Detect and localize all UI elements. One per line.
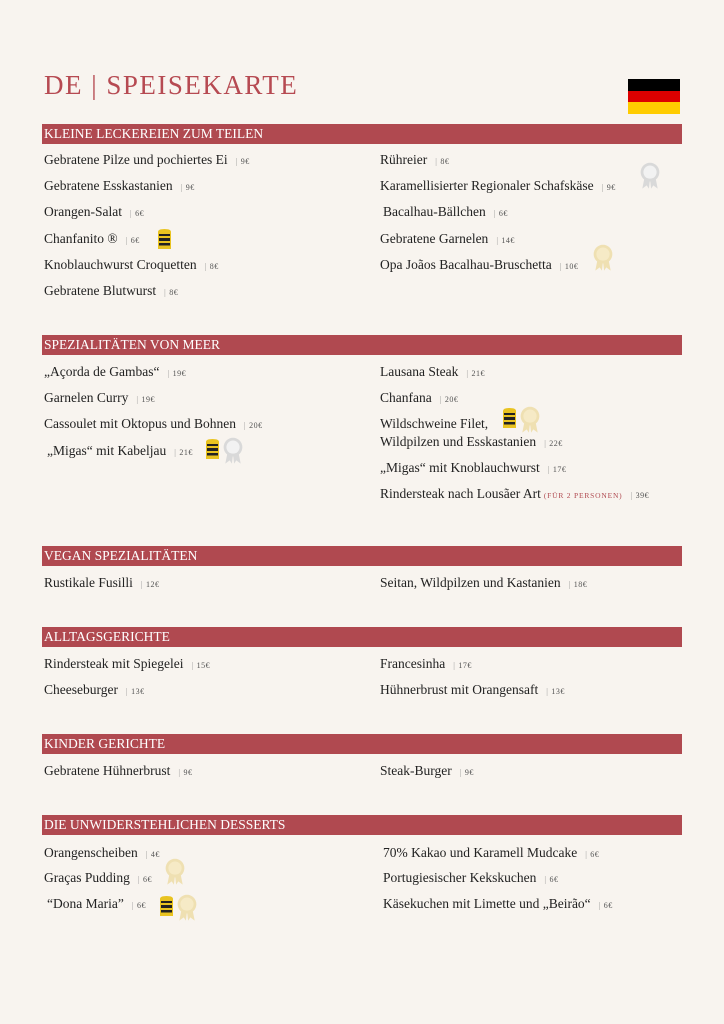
menu-item: Orangen-Salat | 6€ xyxy=(44,204,145,219)
menu-item: Knoblauchwurst Croquetten | 8€ xyxy=(44,257,219,272)
menu-item: Cassoulet mit Oktopus und Bohnen | 20€ xyxy=(44,416,263,431)
menu-item: Seitan, Wildpilzen und Kastanien | 18€ xyxy=(380,575,588,590)
menu-item: Karamellisierter Regionaler Schafskäse | 9€ xyxy=(380,178,616,193)
menu-item: Steak-Burger | 9€ xyxy=(380,763,474,778)
silver-medal-icon xyxy=(222,437,244,465)
nt-award-badge-icon xyxy=(204,438,221,460)
menu-item: „Açorda de Gambas“ | 19€ xyxy=(44,364,187,379)
menu-item: Orangenscheiben | 4€ xyxy=(44,845,160,860)
menu-item: Garnelen Curry | 19€ xyxy=(44,390,155,405)
menu-item: Wildschweine Filet, xyxy=(380,416,489,431)
menu-item: Hühnerbrust mit Orangensaft | 13€ xyxy=(380,682,565,697)
menu-item: „Migas“ mit Knoblauchwurst | 17€ xyxy=(380,460,567,475)
menu-item: Portugiesischer Kekskuchen | 6€ xyxy=(383,870,559,885)
silver-medal-icon xyxy=(639,162,661,190)
menu-item: Chanfanito ® | 6€ xyxy=(44,231,140,246)
menu-item: Lausana Steak | 21€ xyxy=(380,364,485,379)
nt-award-badge-icon xyxy=(156,228,173,250)
menu-item: Graças Pudding | 6€ xyxy=(44,870,152,885)
gold-medal-icon xyxy=(176,894,198,922)
nt-award-badge-icon xyxy=(501,407,518,429)
section-meer-heading: SPEZIALITÄTEN VON MEER xyxy=(42,335,682,355)
menu-item: Bacalhau-Bällchen | 6€ xyxy=(383,204,508,219)
menu-item: Chanfana | 20€ xyxy=(380,390,459,405)
gold-medal-icon xyxy=(592,244,614,272)
gold-medal-icon xyxy=(164,858,186,886)
section-vegan-heading: VEGAN SPEZIALITÄTEN xyxy=(42,546,682,566)
page-title: DE | SPEISEKARTE xyxy=(44,70,299,100)
menu-item: Cheeseburger | 13€ xyxy=(44,682,145,697)
nt-award-badge-icon xyxy=(158,895,175,917)
section-alltag-heading: ALLTAGSGERICHTE xyxy=(42,627,682,647)
menu-item: Wildpilzen und Esskastanien | 22€ xyxy=(380,434,563,449)
menu-item: Francesinha | 17€ xyxy=(380,656,472,671)
section-kinder-heading: KINDER GERICHTE xyxy=(42,734,682,754)
menu-item: Gebratene Pilze und pochiertes Ei | 9€ xyxy=(44,152,250,167)
section-desserts-heading: DIE UNWIDERSTEHLICHEN DESSERTS xyxy=(42,815,682,835)
menu-item: Rühreier | 8€ xyxy=(380,152,450,167)
menu-item: Gebratene Esskastanien | 9€ xyxy=(44,178,195,193)
menu-item: Gebratene Blutwurst | 8€ xyxy=(44,283,179,298)
menu-item: Gebratene Garnelen | 14€ xyxy=(380,231,515,246)
menu-item: 70% Kakao und Karamell Mudcake | 6€ xyxy=(383,845,600,860)
menu-item: Rindersteak nach Lousãer Art (FÜR 2 PERSONEN) | 39€ xyxy=(380,486,650,501)
menu-item: Käsekuchen mit Limette und „Beirão“ | 6€ xyxy=(383,896,613,911)
menu-item: Opa Joãos Bacalhau-Bruschetta | 10€ xyxy=(380,257,579,272)
menu-item: Rindersteak mit Spiegelei | 15€ xyxy=(44,656,211,671)
section-kleine-heading: KLEINE LECKEREIEN ZUM TEILEN xyxy=(42,124,682,144)
menu-item: Gebratene Hühnerbrust | 9€ xyxy=(44,763,193,778)
menu-item: “Dona Maria” | 6€ xyxy=(47,896,146,911)
german-flag-icon xyxy=(628,79,680,114)
menu-item: „Migas“ mit Kabeljau | 21€ xyxy=(47,443,193,458)
gold-medal-icon xyxy=(519,406,541,434)
menu-item: Rustikale Fusilli | 12€ xyxy=(44,575,160,590)
